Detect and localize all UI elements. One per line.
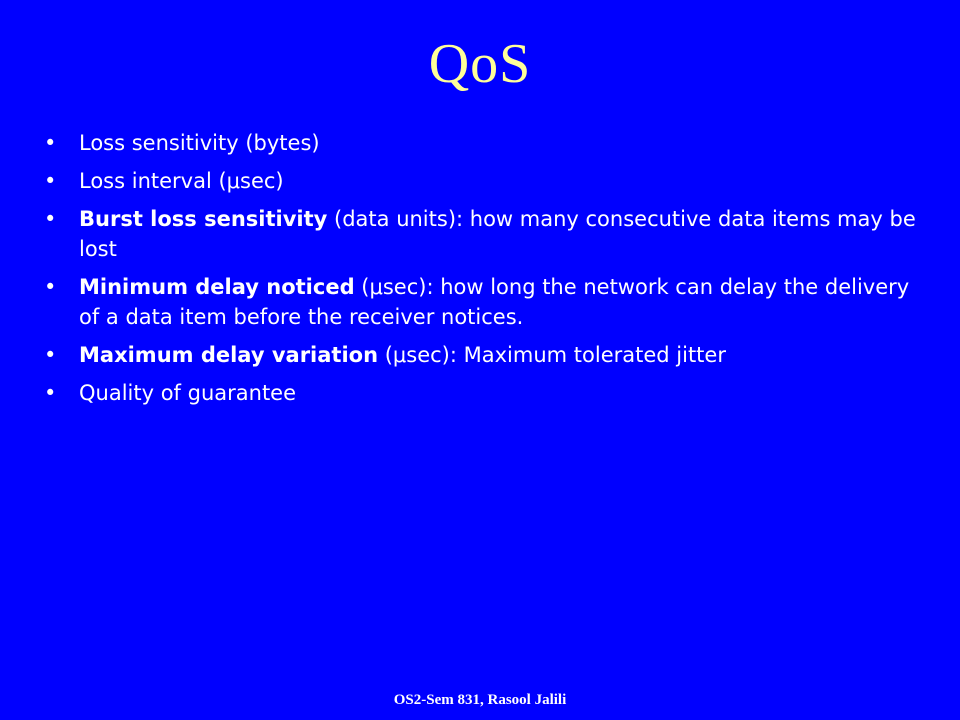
bullet-term: Burst loss sensitivity (79, 207, 328, 231)
bullet-list (42, 128, 922, 416)
bullet-item-burst-loss-sensitivity (42, 204, 922, 264)
bullet-icon: • (44, 275, 57, 299)
bullet-text: (μsec): Maximum tolerated jitter (378, 343, 726, 367)
bullet-icon: • (44, 343, 57, 367)
bullet-item-loss-sensitivity (42, 128, 922, 158)
bullet-text: Loss sensitivity (bytes) (79, 131, 320, 155)
bullet-icon: • (44, 131, 57, 155)
bullet-icon: • (44, 207, 57, 231)
bullet-item-maximum-delay-variation (42, 340, 922, 370)
bullet-text: (μsec): how long the network can delay the delivery of a data item before the receiver notices. (79, 275, 910, 329)
bullet-item-minimum-delay-noticed (42, 272, 922, 332)
slide-footer: OS2-Sem 831, Rasool Jalili (393, 692, 567, 708)
bullet-term: Maximum delay variation (79, 343, 379, 367)
bullet-item-loss-interval (42, 166, 922, 196)
slide-title: QoS (428, 33, 532, 95)
bullet-text: Loss interval (μsec) (79, 169, 284, 193)
bullet-item-quality-of-guarantee (42, 378, 922, 408)
bullet-text: (data units): how many consecutive data items may be lost (79, 207, 916, 261)
bullet-term: Minimum delay noticed (79, 275, 355, 299)
bullet-text: Quality of guarantee (79, 381, 297, 405)
bullet-icon: • (44, 381, 57, 405)
bullet-icon: • (44, 169, 57, 193)
